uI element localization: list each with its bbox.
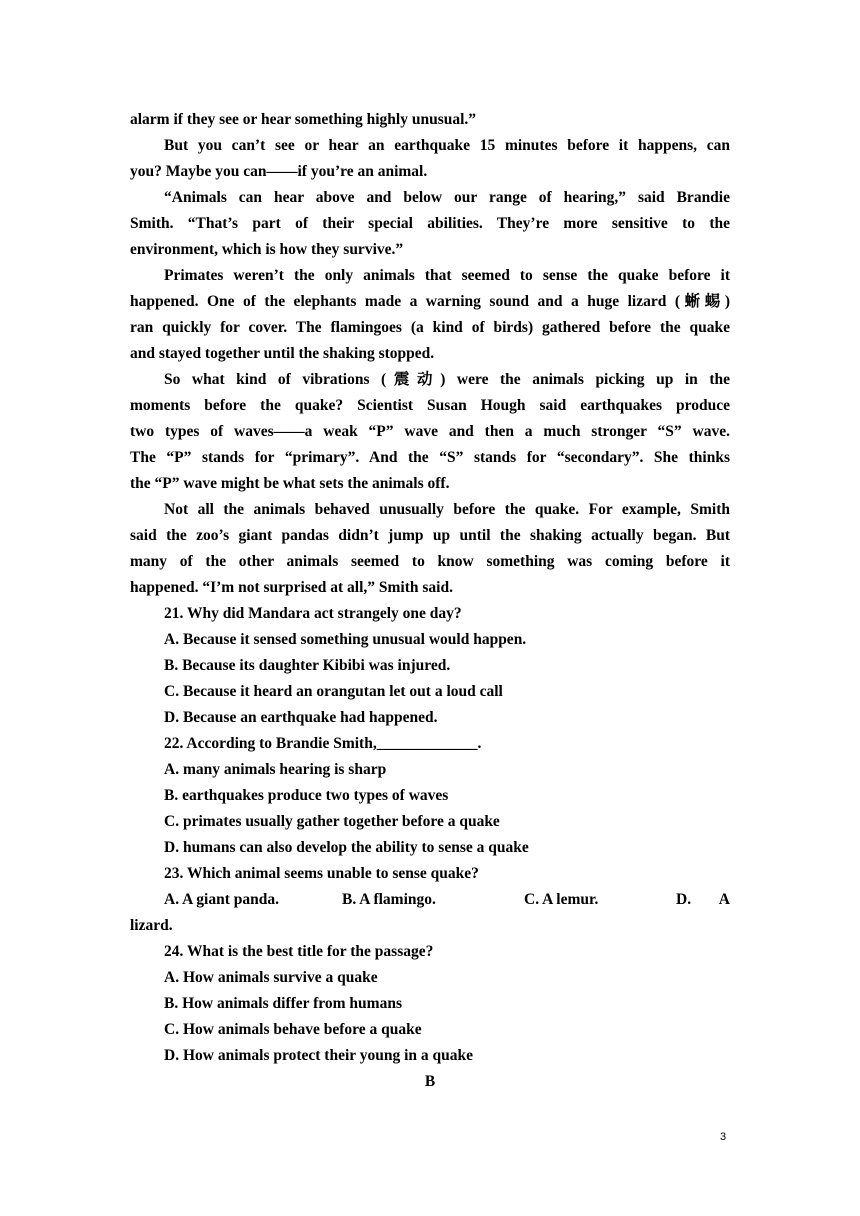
passage-line: Not all the animals behaved unusually before the quake. For example, Smith (164, 501, 730, 518)
question-21-option-a: A. Because it sensed something unusual would happen. (164, 631, 527, 648)
question-23-option-d-text: A (718, 891, 730, 908)
passage-line: alarm if they see or hear something highly unusual.” (130, 111, 477, 128)
question-23-option-a: A. A giant panda. (164, 891, 280, 908)
passage-line: happened. One of the elephants made a warning sound and a huge lizard (蜥蜴) (130, 293, 730, 310)
passage-line: moments before the quake? Scientist Susan Hough said earthquakes produce (130, 397, 730, 414)
section-heading: B (424, 1073, 436, 1090)
question-23-stem: 23. Which animal seems unable to sense quake? (164, 865, 479, 882)
passage-line: you? Maybe you can——if you’re an animal. (130, 163, 428, 180)
passage-line: The “P” stands for “primary”. And the “S” stands for “secondary”. She thinks (130, 449, 730, 466)
passage-line: But you can’t see or hear an earthquake 15 minutes before it happens, can (164, 137, 730, 154)
question-23-option-d-label: D. (676, 891, 692, 908)
passage-line: the “P” wave might be what sets the animals off. (130, 475, 450, 492)
question-21-option-c: C. Because it heard an orangutan let out a loud call (164, 683, 503, 700)
question-22-option-a: A. many animals hearing is sharp (164, 761, 387, 778)
question-24-option-a: A. How animals survive a quake (164, 969, 378, 986)
question-23-option-c: C. A lemur. (524, 891, 599, 908)
question-21-option-d: D. Because an earthquake had happened. (164, 709, 438, 726)
question-24-option-b: B. How animals differ from humans (164, 995, 402, 1012)
question-22-option-c: C. primates usually gather together before a quake (164, 813, 500, 830)
question-22-option-d: D. humans can also develop the ability to sense a quake (164, 839, 529, 856)
passage-line: So what kind of vibrations (震动) were the animals picking up in the (164, 371, 730, 388)
document-page (130, 107, 730, 1095)
passage-line: Smith. “That’s part of their special abilities. They’re more sensitive to the (130, 215, 730, 232)
passage-line: environment, which is how they survive.” (130, 241, 404, 258)
question-24-option-d: D. How animals protect their young in a quake (164, 1047, 474, 1064)
passage-line: and stayed together until the shaking stopped. (130, 345, 435, 362)
passage-line: many of the other animals seemed to know something was coming before it (130, 553, 730, 570)
question-24-option-c: C. How animals behave before a quake (164, 1021, 422, 1038)
question-23-options-row (130, 887, 730, 913)
page-number: 3 (720, 1131, 727, 1143)
passage-line: Primates weren’t the only animals that seemed to sense the quake before it (164, 267, 730, 284)
passage-line: ran quickly for cover. The flamingoes (a kind of birds) gathered before the quake (130, 319, 730, 336)
passage-line: said the zoo’s giant pandas didn’t jump up until the shaking actually began. But (130, 527, 730, 544)
passage-line: happened. “I’m not surprised at all,” Smith said. (130, 579, 453, 596)
question-23-option-b: B. A flamingo. (342, 891, 436, 908)
passage-line: two types of waves——a weak “P” wave and then a much stronger “S” wave. (130, 423, 730, 440)
question-21-stem: 21. Why did Mandara act strangely one day? (164, 605, 462, 622)
question-22-option-b: B. earthquakes produce two types of waves (164, 787, 449, 804)
question-24-stem: 24. What is the best title for the passage? (164, 943, 434, 960)
question-21-option-b: B. Because its daughter Kibibi was injured. (164, 657, 451, 674)
question-22-stem: 22. According to Brandie Smith,_____________. (164, 735, 482, 752)
passage-line: “Animals can hear above and below our range of hearing,” said Brandie (164, 189, 730, 206)
question-23-option-d-continued: lizard. (130, 917, 173, 934)
